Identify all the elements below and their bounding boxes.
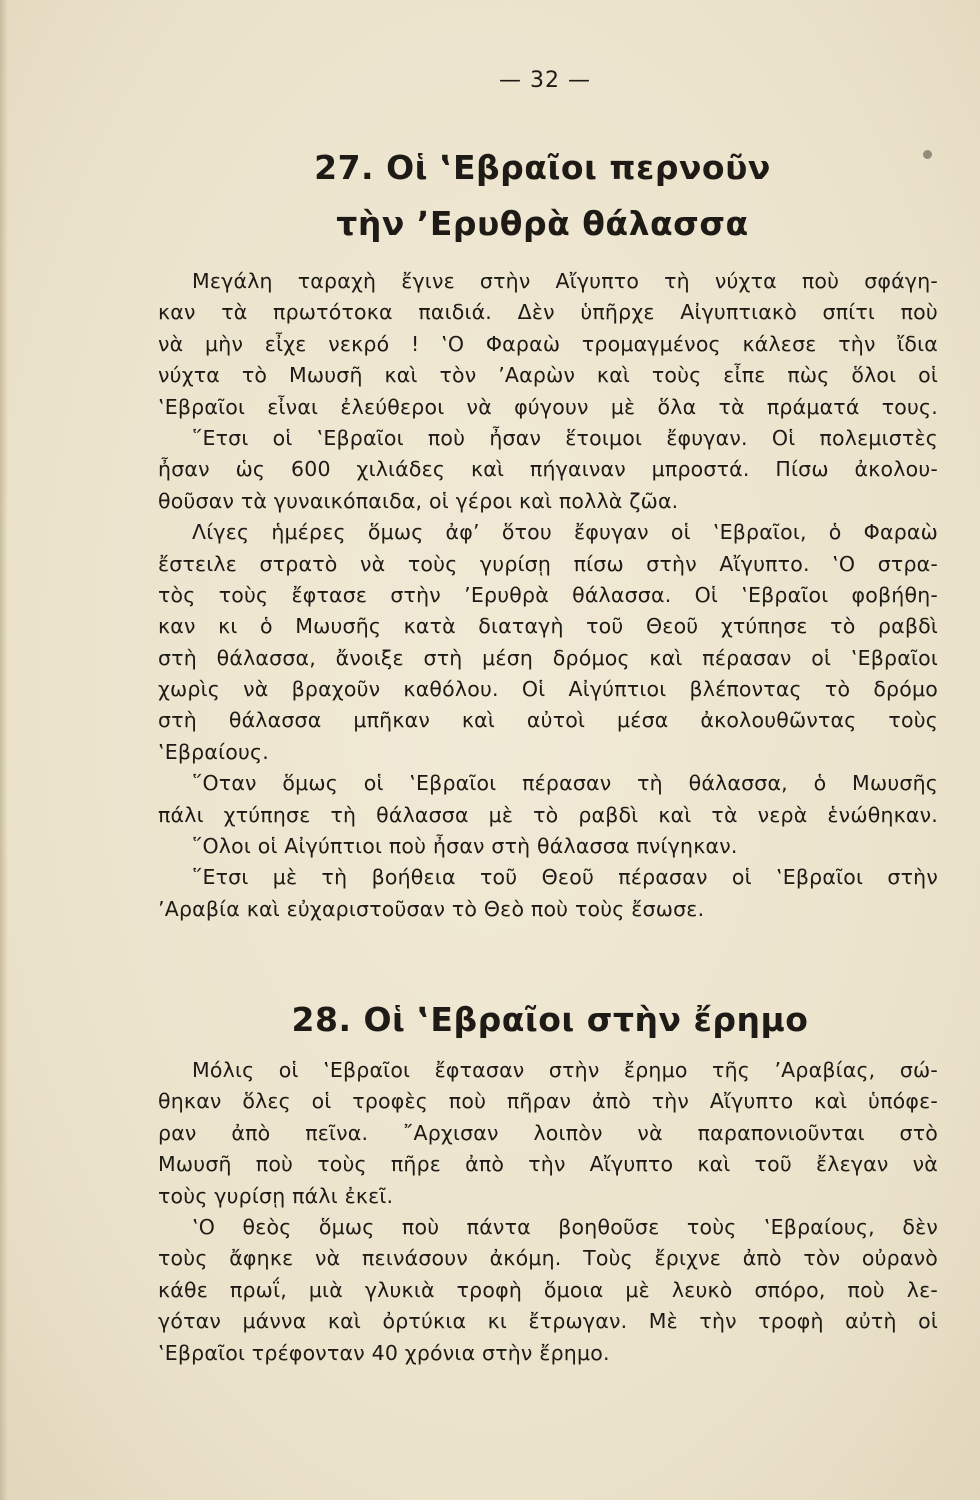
text-line: νὰ μὴν εἶχε νεκρό ! ‛Ο Φαραὼ τρομαγμένος κάλεσε τὴν ἴδια (158, 331, 938, 356)
section-27-title-line-2: τὴν ’Ερυθρὰ θάλασσα (336, 204, 749, 243)
text-line: ῞Οταν ὅμως οἱ ‛Εβραῖοι πέρασαν τὴ θάλασσα, ὁ Μωυσῆς (192, 771, 938, 796)
text-line: καν κι ὁ Μωυσῆς κατὰ διαταγὴ τοῦ Θεοῦ χτύπησε τὸ ραβδὶ (158, 614, 938, 639)
page-number: — 32 — (499, 68, 591, 93)
section-28-title (0, 992, 980, 1048)
text-line: στὴ θάλασσα μπῆκαν καὶ αὐτοὶ μέσα ἀκολουθῶντας τοὺς (158, 708, 938, 733)
text-line: Μόλις οἱ ‛Εβραῖοι ἔφτασαν στὴν ἔρημο τῆς ’Αραβίας, σώ- (192, 1058, 938, 1082)
text-line: ‛Εβραῖοι εἶναι ἐλεύθεροι νὰ φύγουν μὲ ὅλα τὰ πράματά τους. (158, 394, 938, 419)
text-line: γόταν μάννα καὶ ὀρτύκια κι ἔτρωγαν. Μὲ τὴν τροφὴ αὐτὴ οἱ (158, 1309, 938, 1334)
text-line: θηκαν ὅλες οἱ τροφὲς ποὺ πῆραν ἀπὸ τὴν Αἴγυπτο καὶ ὑπόφε- (158, 1089, 938, 1114)
text-line: Μεγάλη ταραχὴ ἔγινε στὴν Αἴγυπτο τὴ νύχτα ποὺ σφάγη- (192, 269, 938, 293)
text-line: θοῦσαν τὰ γυναικόπαιδα, οἱ γέροι καὶ πολλὰ ζῶα. (158, 488, 679, 513)
text-line: πάλι χτύπησε τὴ θάλασσα μὲ τὸ ραβδὶ καὶ τὰ νερὰ ἑνώθηκαν. (158, 802, 938, 827)
text-line: ῞Ετσι οἱ ‛Εβραῖοι ποὺ ἦσαν ἕτοιμοι ἔφυγαν. Οἱ πολεμιστὲς (192, 425, 938, 450)
section-27-body (158, 266, 938, 925)
text-line: ’Αραβία καὶ εὐχαριστοῦσαν τὸ Θεὸ ποὺ τοὺς ἔσωσε. (158, 896, 705, 921)
text-line: τὸς τοὺς ἔφτασε στὴν ’Ερυθρὰ θάλασσα. Οἱ ‛Εβραῖοι φοβήθη- (158, 582, 938, 607)
section-28-title-line-1: 28. Οἱ ‛Εβραῖοι στὴν ἔρημο (291, 1000, 809, 1039)
text-line: ἦσαν ὡς 600 χιλιάδες καὶ πήγαιναν μπροστά. Πίσω ἀκολου- (158, 457, 938, 482)
text-line: ‛Ο θεὸς ὅμως ποὺ πάντα βοηθοῦσε τοὺς ‛Εβραίους, δὲν (192, 1214, 938, 1239)
text-line: τοὺς γυρίσῃ πάλι ἐκεῖ. (158, 1183, 394, 1208)
section-28-body (158, 1055, 938, 1369)
text-line: στὴ θάλασσα, ἄνοιξε στὴ μέση δρόμος καὶ πέρασαν οἱ ‛Εβραῖοι (158, 645, 938, 670)
section-27-title-line-1: 27. Οἱ ‛Εβραῖοι περνοῦν (314, 148, 771, 187)
text-line: ῞Ετσι μὲ τὴ βοήθεια τοῦ Θεοῦ πέρασαν οἱ ‛Εβραῖοι στὴν (192, 865, 938, 890)
text-line: χωρὶς νὰ βραχοῦν καθόλου. Οἱ Αἰγύπτιοι βλέποντας τὸ δρόμο (158, 677, 938, 702)
text-line: Λίγες ἡμέρες ὅμως ἀφ’ ὅτου ἔφυγαν οἱ ‛Εβραῖοι, ὁ Φαραὼ (192, 520, 938, 545)
text-line: ἔστειλε στρατὸ νὰ τοὺς γυρίσῃ πίσω στὴν Αἴγυπτο. ‛Ο στρα- (158, 551, 938, 576)
text-line: νύχτα τὸ Μωυσῆ καὶ τὸν ’Ααρὼν καὶ τοὺς εἶπε πὼς ὅλοι οἱ (158, 363, 938, 388)
section-27-title (0, 140, 980, 252)
text-line: κάθε πρωΐ, μιὰ γλυκιὰ τροφὴ ὅμοια μὲ λευκὸ σπόρο, ποὺ λε- (158, 1277, 938, 1302)
text-line: ‛Εβραῖοι τρέφονταν 40 χρόνια στὴν ἔρημο. (158, 1340, 610, 1365)
text-line: ραν ἀπὸ πεῖνα. ῎Αρχισαν λοιπὸν νὰ παραπονιοῦνται στὸ (158, 1120, 938, 1145)
text-line: καν τὰ πρωτότοκα παιδιά. Δὲν ὑπῆρχε Αἰγυπτιακὸ σπίτι ποὺ (158, 300, 938, 325)
text-line: ‛Εβραίους. (158, 739, 269, 764)
text-line: Μωυσῆ ποὺ τοὺς πῆρε ἀπὸ τὴν Αἴγυπτο καὶ τοῦ ἔλεγαν νὰ (158, 1152, 938, 1177)
text-line: τοὺς ἄφηκε νὰ πεινάσουν ἀκόμη. Τοὺς ἔριχνε ἀπὸ τὸν οὐρανὸ (158, 1246, 938, 1271)
text-line: ῞Ολοι οἱ Αἰγύπτιοι ποὺ ἦσαν στὴ θάλασσα πνίγηκαν. (192, 834, 738, 859)
